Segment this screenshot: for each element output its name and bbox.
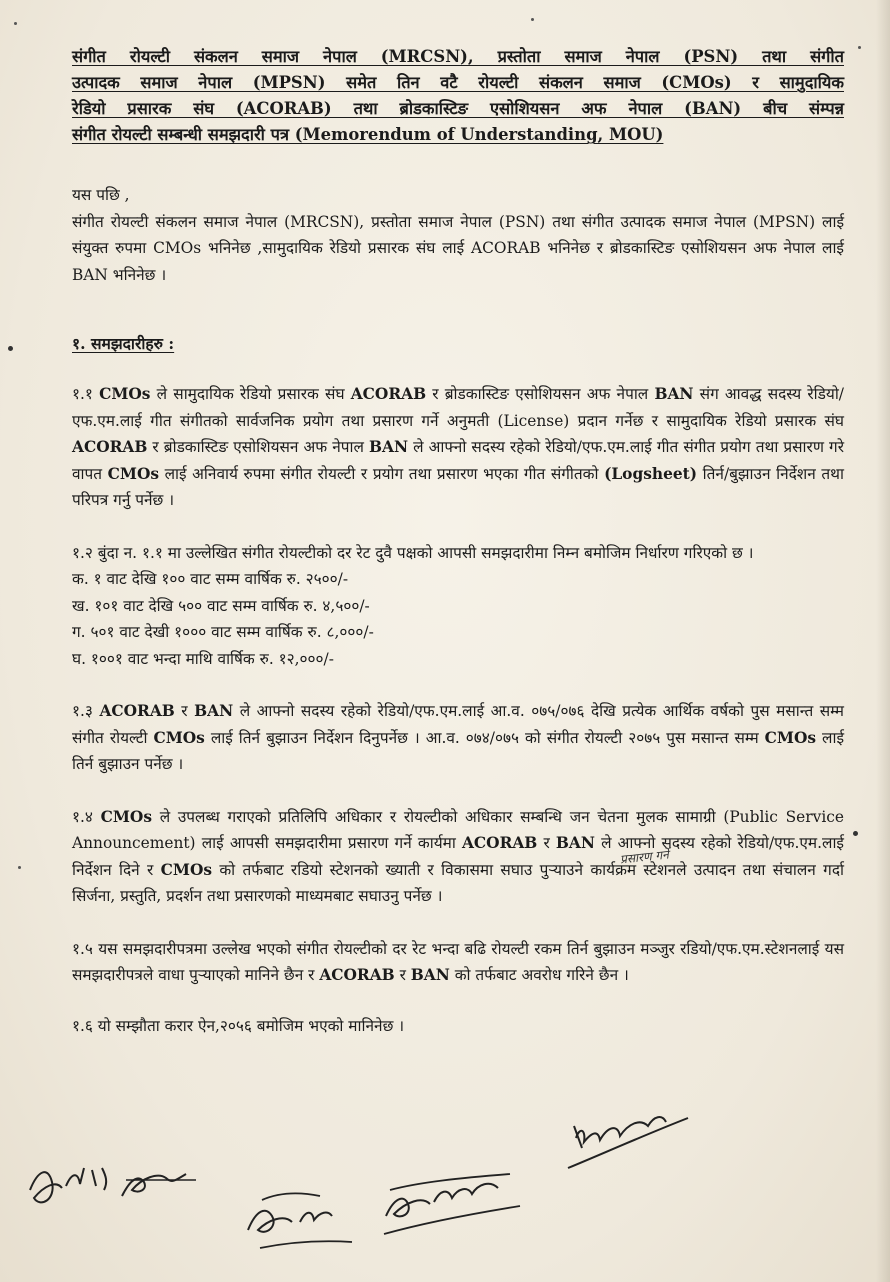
- rate-item: ख. १०१ वाट देखि ५०० वाट सम्म वार्षिक रु. ४,५००/-: [72, 596, 370, 615]
- clause-1-4: १.४ CMOs ले उपलब्ध गराएको प्रतिलिपि अधिकार र रोयल्टीको अधिकार सम्बन्धि जन चेतना मुलक सामाग्री (Public Service Announcement) लाई आपसी समझदारीमा प्रसारण गर्ने कार्यमा ACORAB र BAN ले आफ्नो सदस्य रहेको रेडियो/एफ.एम.लाई निर्देशन दिने र CMOs को तर्फबाट रडियो स्टेशनको ख्याती र विकासमा सघाउ पुऱ्याउने कार्यक्रम स्टेशनले उत्पादन तथा संचालन गर्दा सिर्जना, प्रस्तुति, प्रदर्शन तथा प्रसारणको माध्यमबाट सघाउनु पर्नेछ । प्रसारण गर्ने: [72, 807, 844, 905]
- title-line: संगीत रोयल्टी सम्बन्धी समझदारी पत्र (Memorendum of Understanding, MOU): [72, 125, 664, 144]
- intro-label: यस पछि ,: [72, 186, 130, 204]
- rate-item: ग. ५०१ वाट देखी १००० वाट सम्म वार्षिक रु. ८,०००/-: [72, 623, 374, 641]
- rate-list: [72, 566, 844, 672]
- handwritten-insert: प्रसारण गर्ने: [619, 846, 670, 867]
- title-line: संगीत रोयल्टी संकलन समाज नेपाल (MRCSN), प्रस्तोता समाज नेपाल (PSN) तथा संगीत: [72, 47, 844, 66]
- signature-bottom-right: [380, 1160, 530, 1240]
- clause-1-5: १.५ यस समझदारीपत्रमा उल्लेख भएको संगीत रोयल्टीको दर रेट भन्दा बढि रोयल्टी रकम तिर्न बुझाउन मञ्जुर रडियो/एफ.एम.स्टेशनलाई यस समझदारीपत्रले वाधा पुऱ्याएको मानिने छैन र ACORAB र BAN को तर्फबाट अवरोध गरिने छैन ।: [72, 939, 844, 984]
- scan-fleck: [18, 866, 21, 869]
- rate-item: घ. १००१ वाट भन्दा माथि वार्षिक रु. १२,०००/-: [72, 649, 334, 668]
- intro-paragraph: संगीत रोयल्टी संकलन समाज नेपाल (MRCSN), प्रस्तोता समाज नेपाल (PSN) तथा संगीत उत्पादक समाज नेपाल (MPSN) लाई संयुक्त रुपमा CMOs भनिनेछ ,सामुदायिक रेडियो प्रसारक संघ लाई ACORAB भनिनेछ र ब्रोडकास्टिङ एसोशियसन अफ नेपाल लाई BAN भनिनेछ ।: [72, 212, 844, 284]
- paper-edge-shadow: [876, 0, 890, 1282]
- rate-item: क. १ वाट देखि १०० वाट सम्म वार्षिक रु. २५००/-: [72, 570, 349, 588]
- clause-1-1: १.१ CMOs ले सामुदायिक रेडियो प्रसारक संघ ACORAB र ब्रोडकास्टिङ एसोशियसन अफ नेपाल BAN संग आवद्ध सदस्य रेडियो/एफ.एम.लाई गीत संगीतको सार्वजनिक प्रयोग तथा प्रसारण गर्ने अनुमती (License) प्रदान गर्नेछ र सामुदायिक रेडियो प्रसारक संघ ACORAB र ब्रोडकास्टिङ एसोशियसन अफ नेपाल BAN ले आफ्नो सदस्य रहेको रेडियो/एफ.एम.लाई गीत संगीत प्रयोग तथा प्रसारण गरे वापत CMOs लाई अनिवार्य रुपमा संगीत रोयल्टी र प्रयोग तथा प्रसारण भएका गीत संगीतको (Logsheet) तिर्न/बुझाउन निर्देशन तथा परिपत्र गर्नु पर्नेछ ।: [72, 385, 844, 509]
- signature-top-right: [562, 1096, 702, 1176]
- clause-1-6: १.६ यो सम्झौता करार ऐन,२०५६ बमोजिम भएको मानिनेछ ।: [72, 1016, 405, 1035]
- signature-bottom-middle: [240, 1180, 380, 1260]
- document-title: [72, 44, 844, 148]
- signature-bottom-left: [26, 1150, 206, 1220]
- clause-1-3: १.३ ACORAB र BAN ले आफ्नो सदस्य रहेको रेडियो/एफ.एम.लाई आ.व. ०७५/०७६ देखि प्रत्येक आर्थिक वर्षको पुस मसान्त सम्म संगीत रोयल्टी CMOs लाई तिर्न बुझाउन निर्देशन दिनुपर्नेछ । आ.व. ०७४/०७५ को संगीत रोयल्टी २०७५ पुस मसान्त सम्म CMOs लाई तिर्न बुझाउन पर्नेछ ।: [72, 702, 844, 773]
- scan-fleck: [14, 22, 17, 25]
- margin-dot: [853, 831, 858, 836]
- scan-fleck: [531, 18, 534, 21]
- title-line: रेडियो प्रसारक संघ (ACORAB) तथा ब्रोडकास्टिङ एसोशियसन अफ नेपाल (BAN) बीच संम्पन्न: [72, 99, 844, 118]
- clause-1-2: १.२ बुंदा न. १.१ मा उल्लेखित संगीत रोयल्टीको दर रेट दुवै पक्षको आपसी समझदारीमा निम्न बमोजिम निर्धारण गरिएको छ ।: [72, 543, 754, 562]
- title-line: उत्पादक समाज नेपाल (MPSN) समेत तिन वटै रोयल्टी संकलन समाज (CMOs) र सामुदायिक: [72, 73, 844, 92]
- document-body: [72, 44, 844, 1039]
- margin-dot: [8, 346, 13, 351]
- scan-fleck: [858, 46, 861, 49]
- section-heading: १. समझदारीहरु :: [72, 334, 175, 353]
